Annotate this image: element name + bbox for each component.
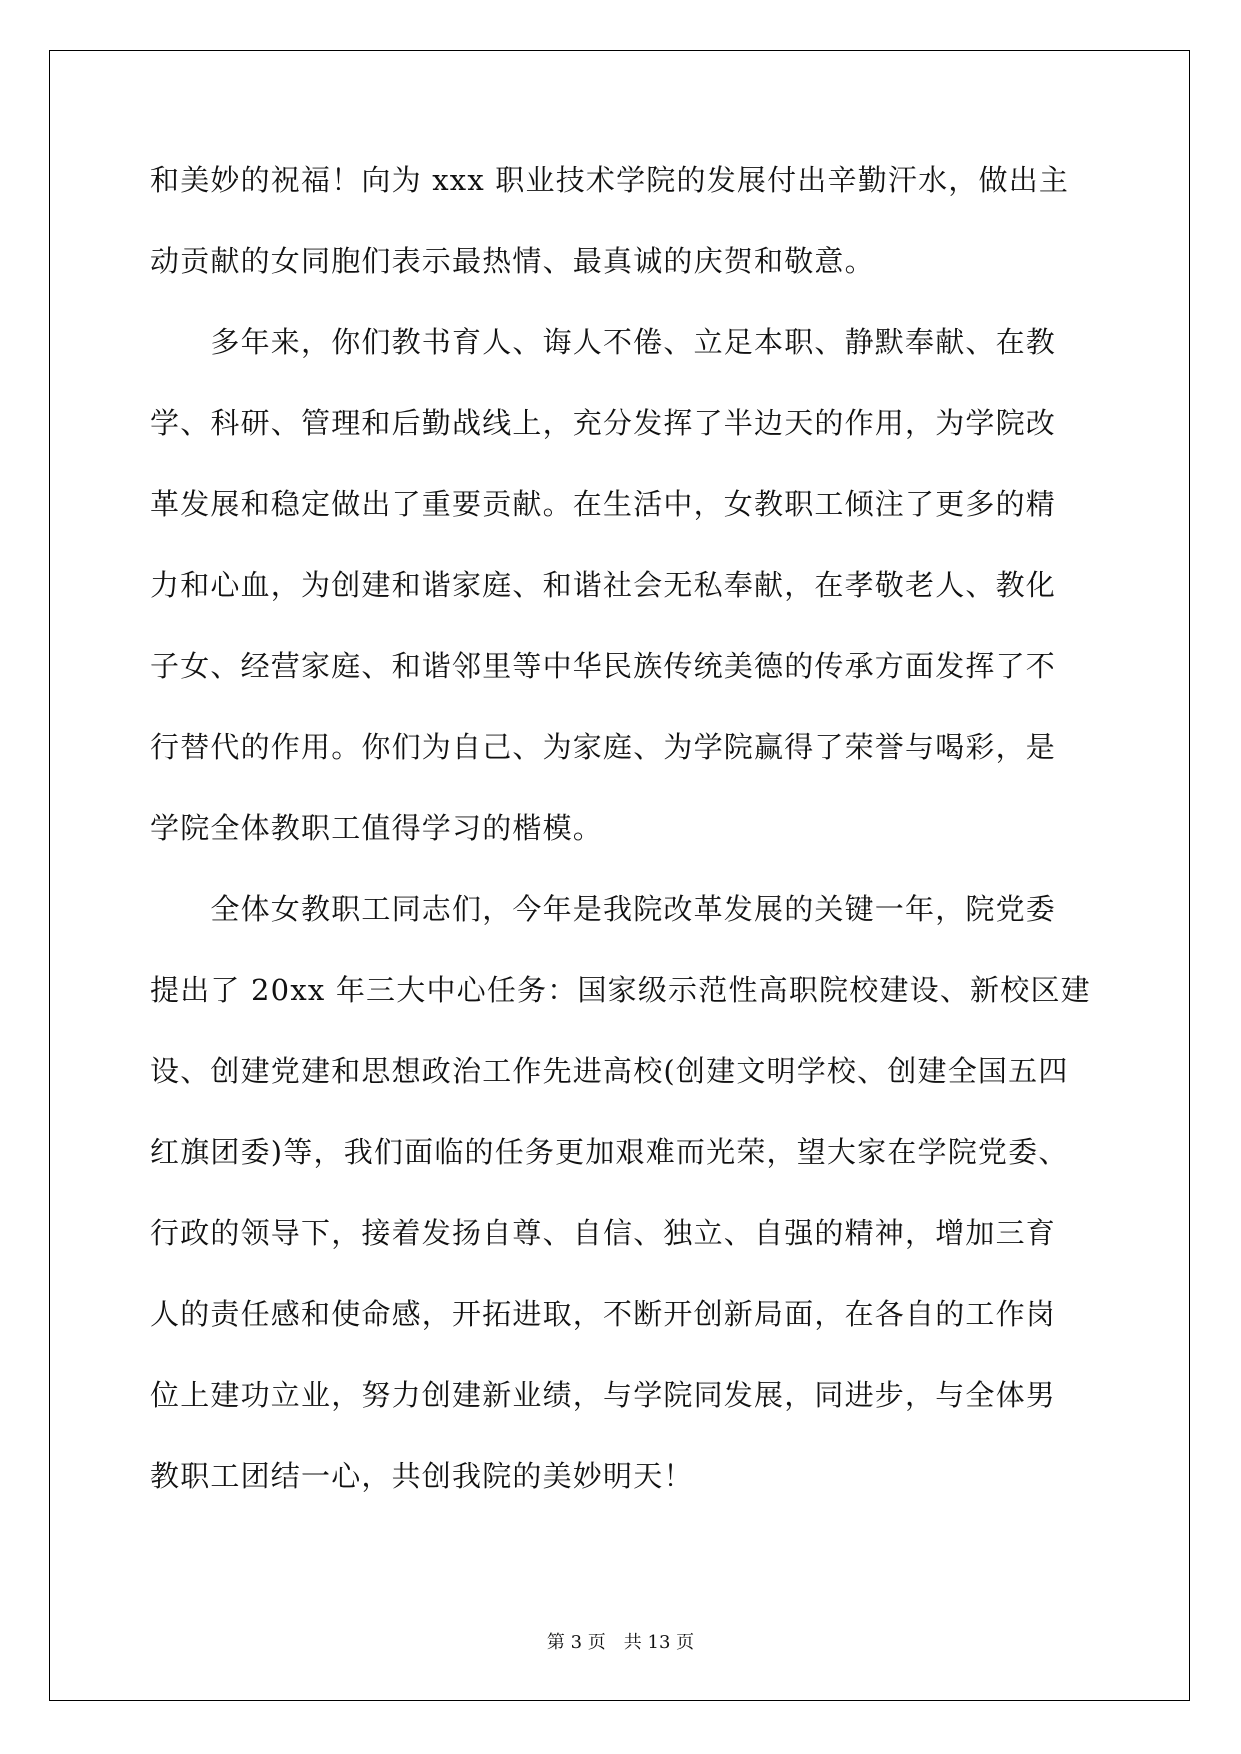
text-line: 设、创建党建和思想政治工作先进高校(创建文明学校、创建全国五四	[150, 1054, 1069, 1088]
text-line: 全体女教职工同志们，今年是我院改革发展的关键一年，院党委	[150, 892, 1057, 926]
text-line: 多年来，你们教书育人、诲人不倦、立足本职、静默奉献、在教	[150, 325, 1057, 359]
text-line: 动贡献的女同胞们表示最热情、最真诚的庆贺和敬意。	[150, 244, 875, 278]
text-line: 红旗团委)等，我们面临的任务更加艰难而光荣，望大家在学院党委、	[150, 1135, 1069, 1169]
text-line: 人的责任感和使命感，开拓进取，不断开创新局面，在各自的工作岗	[150, 1297, 1057, 1331]
text-line: 行替代的作用。你们为自己、为家庭、为学院赢得了荣誉与喝彩，是	[150, 730, 1057, 764]
text-line: 位上建功立业，努力创建新业绩，与学院同发展，同进步，与全体男	[150, 1378, 1057, 1412]
document-body	[150, 160, 1110, 1537]
page-number-footer: 第 3 页 共 13 页	[546, 1632, 695, 1653]
text-line: 革发展和稳定做出了重要贡献。在生活中，女教职工倾注了更多的精	[150, 487, 1057, 521]
text-line: 力和心血，为创建和谐家庭、和谐社会无私奉献，在孝敬老人、教化	[150, 568, 1057, 602]
text-line: 行政的领导下，接着发扬自尊、自信、独立、自强的精神，增加三育	[150, 1216, 1057, 1250]
text-line: 教职工团结一心，共创我院的美妙明天！	[150, 1459, 694, 1493]
text-line: 学院全体教职工值得学习的楷模。	[150, 811, 604, 845]
text-line: 子女、经营家庭、和谐邻里等中华民族传统美德的传承方面发挥了不	[150, 649, 1057, 683]
text-line: 和美妙的祝福！向为 xxx 职业技术学院的发展付出辛勤汗水，做出主	[150, 163, 1070, 197]
text-line: 提出了 20xx 年三大中心任务：国家级示范性高职院校建设、新校区建	[150, 973, 1091, 1007]
text-line: 学、科研、管理和后勤战线上，充分发挥了半边天的作用，为学院改	[150, 406, 1057, 440]
